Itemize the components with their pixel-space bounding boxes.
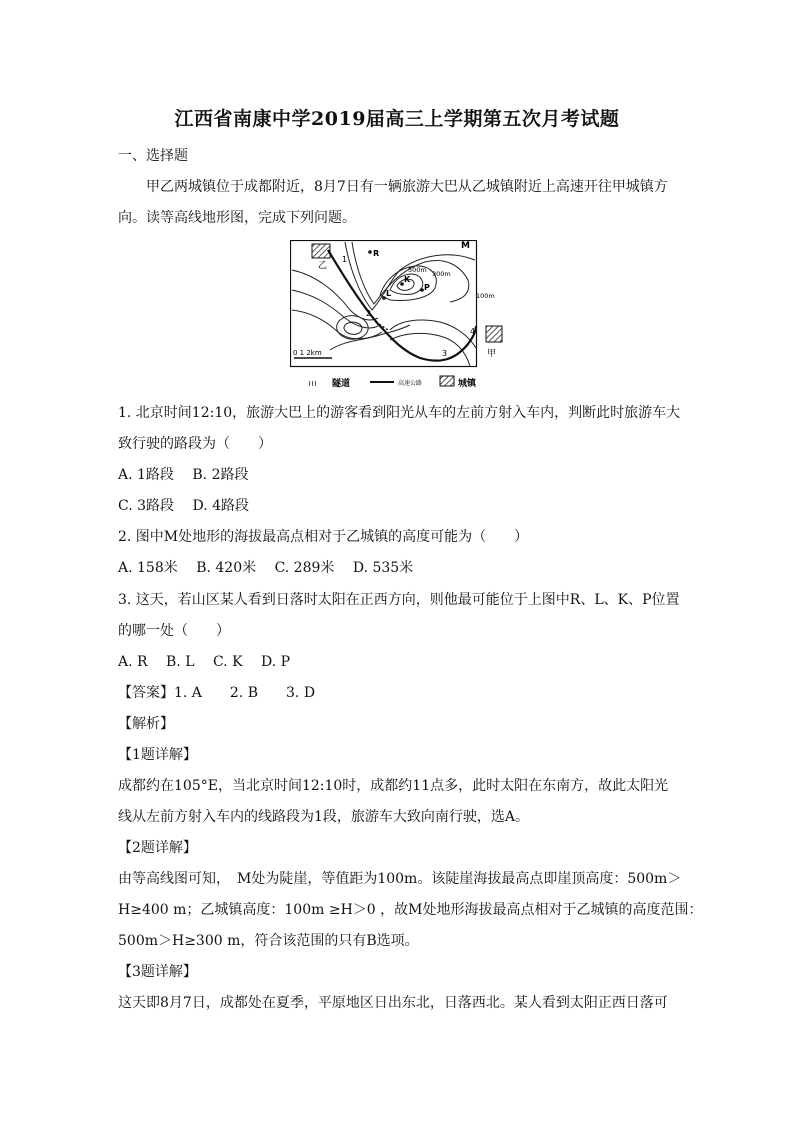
question-3-line-1: 3. 这天，若山区某人看到日落时太阳在正西方向，则他最可能位于上图中R、L、K、P位置 [118, 592, 680, 608]
detail-1-line-1: 成都约在105°E，当北京时间12:10时，成都约11点多，此时太阳在东南方，故此太阳光 [118, 778, 669, 794]
map-frame [291, 241, 477, 367]
q3-option-a: A. R [118, 654, 148, 670]
question-1-options-row-1 [118, 465, 683, 485]
q3-option-c: C. K [212, 654, 243, 670]
q1-option-b: B. 2路段 [192, 467, 249, 483]
answer-line: 【答案】1. A 2. B 3. D [118, 685, 316, 701]
label-road-1: 1 [342, 255, 348, 264]
label-M: M [461, 241, 470, 251]
legend-tunnel-label: 隧道 [332, 379, 351, 389]
town-yi [312, 244, 330, 258]
label-contour-100: 100m [476, 292, 495, 300]
contour-map-figure [290, 240, 506, 390]
label-P: P [424, 283, 430, 292]
detail-1-line-2: 线从左前方射入车内的线路段为1段，旅游车大致向南行驶，选A。 [118, 809, 530, 825]
label-L: L [386, 289, 392, 298]
label-road-4: 4 [470, 327, 476, 336]
detail-3-line-1: 这天即8月7日，成都处在夏季，平原地区日出东北，日落西北。某人看到太阳正西日落可 [118, 995, 668, 1011]
question-1-line-1: 1. 北京时间12:10，旅游大巴上的游客看到阳光从车的左前方射入车内，判断此时旅游车大 [118, 405, 681, 421]
scale-label: 0 1 2km [293, 349, 322, 357]
point-R-dot [368, 250, 372, 254]
q1-option-c: C. 3路段 [118, 498, 175, 514]
label-contour-500: 500m [408, 266, 427, 274]
q2-option-b: B. 420米 [196, 560, 257, 576]
question-3-options [118, 652, 683, 672]
label-road-2: 2 [366, 309, 372, 318]
label-town-jia: 甲 [487, 349, 497, 359]
intro-line-2: 向。读等高线地形图，完成下列问题。 [118, 210, 356, 226]
page-title: 江西省南康中学2019届高三上学期第五次月考试题 [174, 108, 620, 130]
question-2: 2. 图中M处地形的海拔最高点相对于乙城镇的高度可能为（ ） [118, 529, 529, 545]
label-K: K [404, 275, 411, 284]
question-1-options-row-2 [118, 496, 683, 516]
intro-line-1: 甲乙两城镇位于成都附近，8月7日有一辆旅游大巴从乙城镇附近上高速开往甲城镇方 [146, 179, 668, 195]
q2-option-c: C. 289米 [274, 560, 335, 576]
legend-highway-label: 高速公路 [398, 380, 423, 387]
label-R: R [373, 249, 380, 258]
question-1-line-2: 致行驶的路段为（ ） [118, 436, 272, 452]
q2-option-a: A. 158米 [118, 560, 178, 576]
legend-town-label: 城镇 [458, 379, 477, 389]
detail-1-heading: 【1题详解】 [118, 747, 197, 763]
legend-town-icon [440, 376, 454, 386]
detail-2-line-1: 由等高线图可知， M处为陡崖，等值距为100m。该陡崖海拔最高点即崖顶高度：500m＞ [118, 871, 682, 887]
detail-2-line-3: 500m＞H≥300 m，符合该范围的只有B选项。 [118, 933, 419, 949]
question-3-line-2: 的哪一处（ ） [118, 623, 230, 639]
town-jia [486, 326, 502, 342]
label-contour-300: 300m [432, 270, 451, 278]
legend-tunnel-icon: ≀≀≀ [308, 379, 317, 388]
detail-2-line-2: H≥400 m；乙城镇高度：100m ≥H＞0 ，故M处地形海拔最高点相对于乙城镇的高度范围： [118, 902, 703, 918]
section-heading: 一、选择题 [118, 148, 188, 164]
label-road-3: 3 [442, 349, 448, 358]
detail-2-heading: 【2题详解】 [118, 840, 197, 856]
contour-map [290, 240, 506, 390]
detail-3-heading: 【3题详解】 [118, 964, 197, 980]
q1-option-d: D. 4路段 [192, 498, 250, 514]
label-town-yi: 乙 [318, 261, 328, 271]
question-2-options [118, 558, 683, 578]
q3-option-d: D. P [261, 654, 291, 670]
q3-option-b: B. L [166, 654, 195, 670]
q2-option-d: D. 535米 [352, 560, 414, 576]
analysis-heading: 【解析】 [118, 716, 174, 732]
q1-option-a: A. 1路段 [118, 467, 174, 483]
